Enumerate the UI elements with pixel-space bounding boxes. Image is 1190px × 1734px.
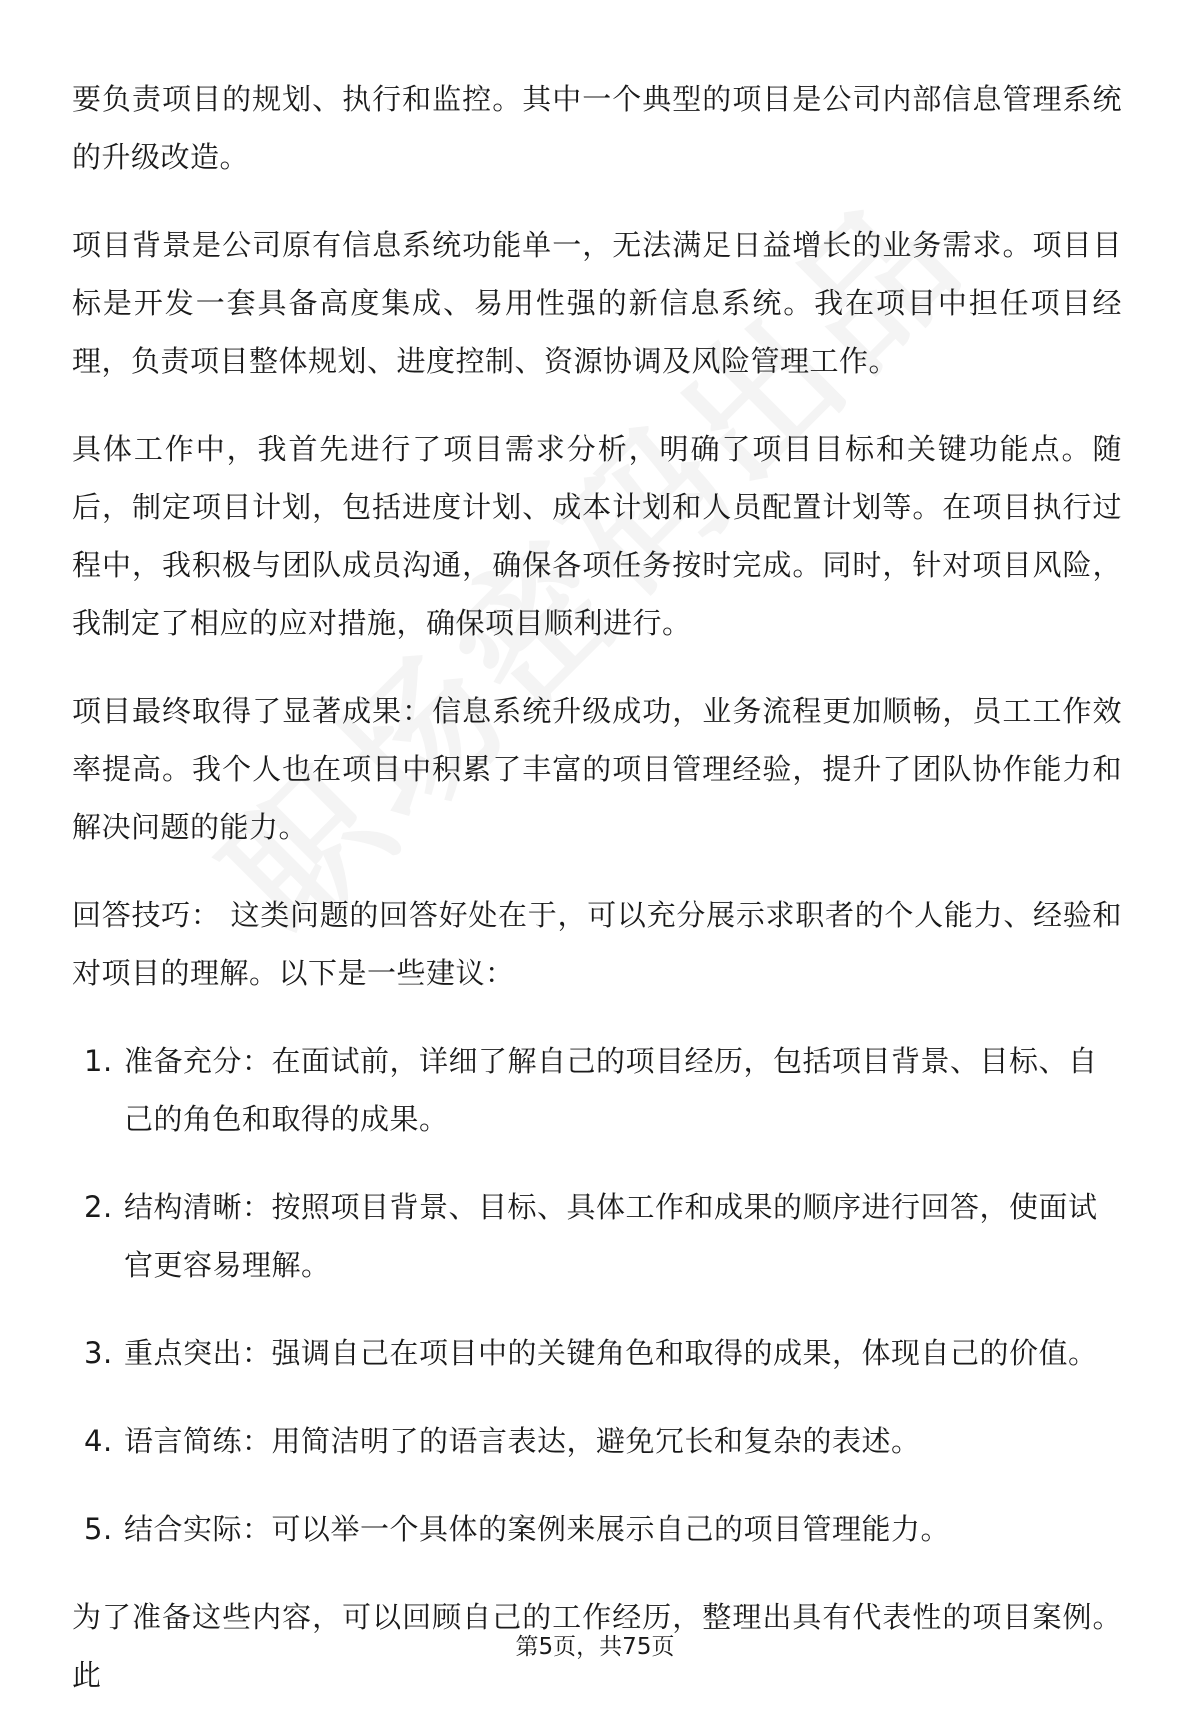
document-body — [72, 70, 1122, 1734]
list-number: 3. — [84, 1336, 113, 1370]
list-text: 结构清晰：按照项目背景、目标、具体工作和成果的顺序进行回答，使面试官更容易理解。 — [124, 1190, 1098, 1282]
list-number: 5. — [84, 1512, 113, 1546]
list-number: 1. — [84, 1044, 113, 1078]
list-text: 重点突出：强调自己在项目中的关键角色和取得的成果，体现自己的价值。 — [124, 1336, 1098, 1370]
list-number: 2. — [84, 1190, 113, 1224]
list-item — [72, 1178, 1122, 1294]
paragraph: 项目最终取得了显著成果：信息系统升级成功，业务流程更加顺畅，员工工作效率提高。我个人也在项目中积累了丰富的项目管理经验，提升了团队协作能力和解决问题的能力。 — [72, 694, 1122, 844]
list-item — [72, 1324, 1122, 1382]
tips-intro-paragraph: 回答技巧： 这类问题的回答好处在于，可以充分展示求职者的个人能力、经验和对项目的理解。以下是一些建议： — [72, 898, 1122, 990]
list-item — [72, 1032, 1122, 1148]
page-number: 第5页，共75页 — [515, 1634, 675, 1660]
tips-list — [72, 1032, 1122, 1558]
list-item — [72, 1412, 1122, 1470]
list-item — [72, 1500, 1122, 1558]
paragraph: 要负责项目的规划、执行和监控。其中一个典型的项目是公司内部信息管理系统的升级改造。 — [72, 82, 1122, 174]
list-text: 语言简练：用简洁明了的语言表达，避免冗长和复杂的表述。 — [124, 1424, 921, 1458]
paragraph: 项目背景是公司原有信息系统功能单一，无法满足日益增长的业务需求。项目目标是开发一套具备高度集成、易用性强的新信息系统。我在项目中担任项目经理，负责项目整体规划、进度控制、资源协调及风险管理工作。 — [72, 228, 1122, 378]
list-text: 准备充分：在面试前，详细了解自己的项目经历，包括项目背景、目标、自己的角色和取得的成果。 — [124, 1044, 1098, 1136]
list-text: 结合实际：可以举一个具体的案例来展示自己的项目管理能力。 — [124, 1512, 951, 1546]
list-number: 4. — [84, 1424, 113, 1458]
closing-paragraph: 为了准备这些内容，可以回顾自己的工作经历，整理出具有代表性的项目案例。此 — [72, 1600, 1122, 1692]
paragraph: 具体工作中，我首先进行了项目需求分析，明确了项目目标和关键功能点。随后，制定项目计划，包括进度计划、成本计划和人员配置计划等。在项目执行过程中，我积极与团队成员沟通，确保各项任务按时完成。同时，针对项目风险，我制定了相应的应对措施，确保项目顺利进行。 — [72, 432, 1122, 640]
